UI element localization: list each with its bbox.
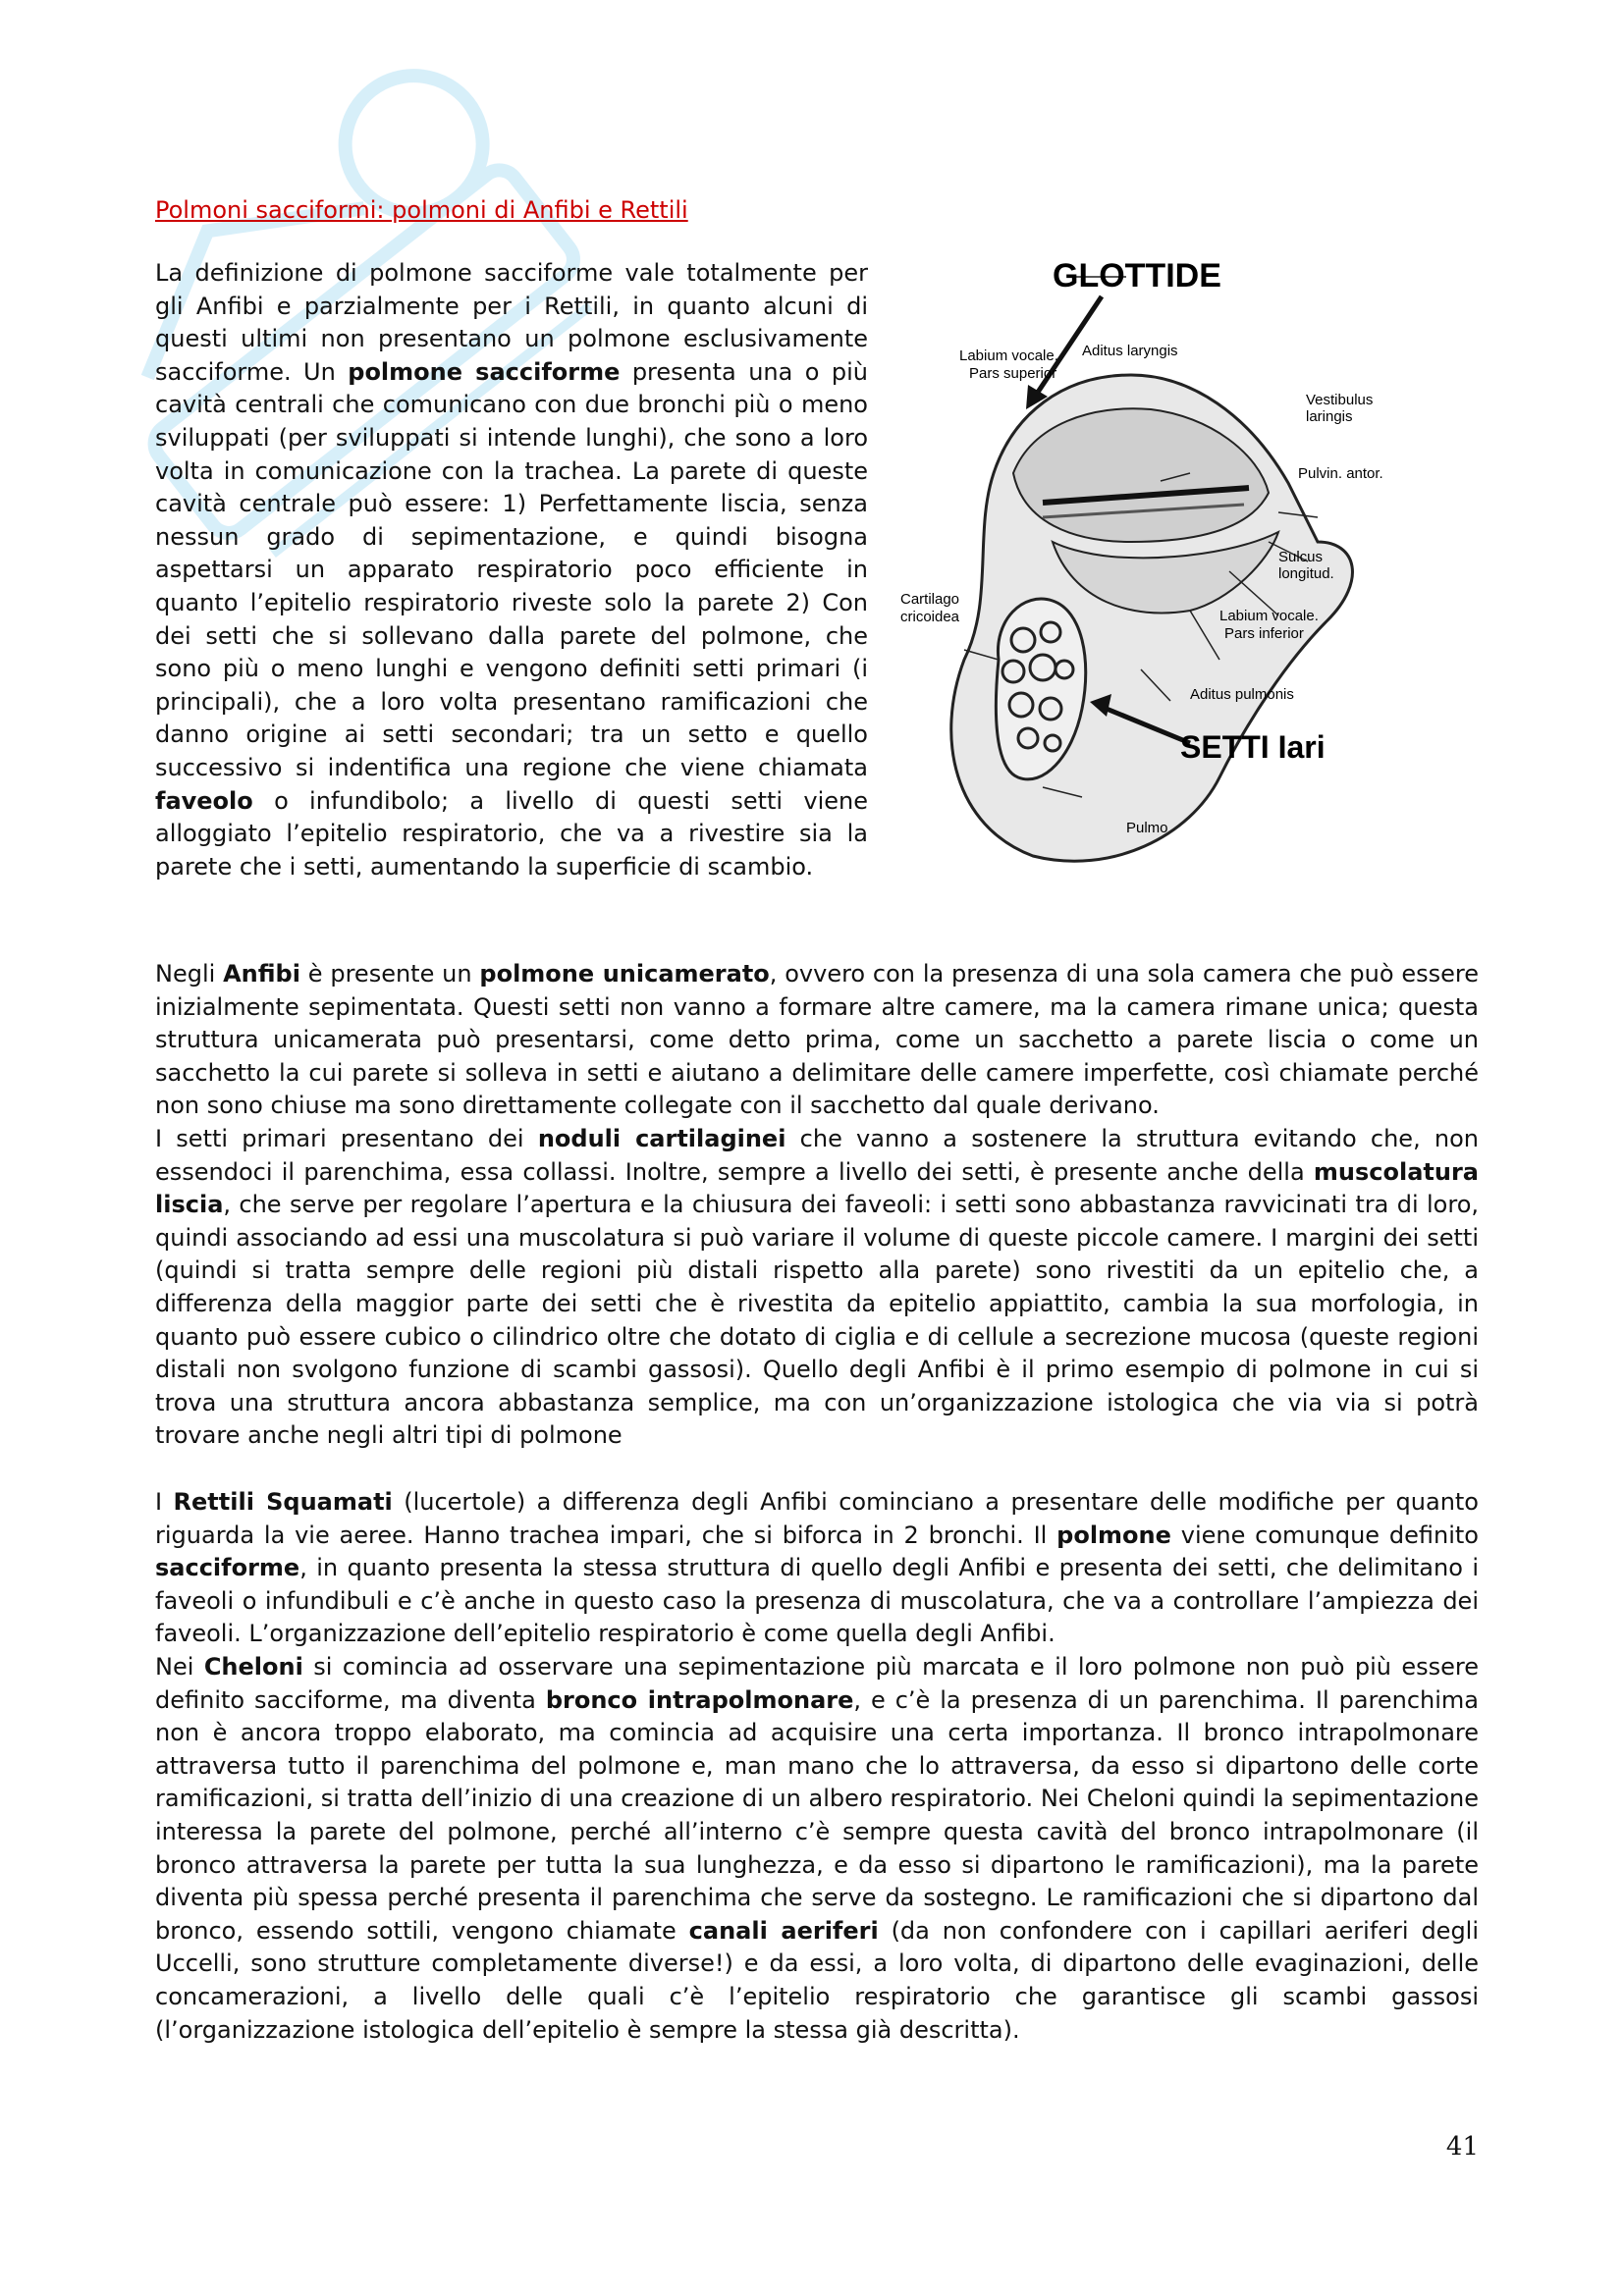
larynx-lung-figure bbox=[895, 247, 1386, 872]
label-labium-sup-1: Labium vocale. bbox=[959, 347, 1058, 364]
label-labium-sup-2: Pars superior bbox=[969, 365, 1057, 382]
term-sacciforme: sacciforme bbox=[155, 1554, 300, 1582]
label-sulcus-1: Sulcus bbox=[1278, 549, 1324, 565]
label-labium-inf-2: Pars inferior bbox=[1224, 625, 1304, 642]
term-noduli-cartilaginei: noduli cartilaginei bbox=[537, 1124, 786, 1152]
page-number: 41 bbox=[1445, 2132, 1479, 2162]
label-cartilago-1: Cartilago bbox=[900, 591, 960, 608]
label-cartilago-2: cricoidea bbox=[900, 609, 960, 625]
term-anfibi: Anfibi bbox=[223, 960, 300, 988]
label-aditus-laryngis: Aditus laryngis bbox=[1082, 343, 1178, 359]
label-vestibulus-1: Vestibulus bbox=[1306, 392, 1374, 408]
term-cheloni: Cheloni bbox=[203, 1653, 303, 1681]
label-aditus-pulmonis: Aditus pulmonis bbox=[1190, 686, 1294, 703]
term-polmone: polmone bbox=[1056, 1521, 1171, 1549]
label-pulmo: Pulmo bbox=[1126, 820, 1168, 836]
glottide-label: GLOTTIDE bbox=[1053, 257, 1221, 294]
term-bronco-intrapolmonare: bronco intrapolmonare bbox=[545, 1685, 854, 1714]
term-polmone-sacciforme: polmone sacciforme bbox=[348, 357, 621, 386]
term-canali-aeriferi: canali aeriferi bbox=[688, 1916, 879, 1945]
term-rettili-squamati: Rettili Squamati bbox=[173, 1488, 393, 1516]
section-title: Polmoni sacciformi: polmoni di Anfibi e Rettili bbox=[155, 196, 688, 224]
term-faveolo: faveolo bbox=[155, 786, 253, 815]
setti-label: SETTI Iari bbox=[1180, 729, 1326, 765]
label-labium-inf-1: Labium vocale. bbox=[1219, 608, 1319, 624]
term-muscolatura-liscia: muscolatura liscia bbox=[155, 1157, 1479, 1219]
term-polmone-unicamerato: polmone unicamerato bbox=[479, 960, 770, 988]
paragraph-rettili: I Rettili Squamati (lucertole) a differenza degli Anfibi cominciano a presentare delle modifiche per quanto riguarda la vie aeree. Hanno trachea impari, che si biforca in 2 bronchi. Il polmone viene comunque definito sacciforme, in quanto presenta la stessa struttura di quello degli Anfibi e presenta dei setti, che delimitano i faveoli o infundibuli e c’è anche in questo caso la presenza di muscolatura, che va a controllare l’ampiezza dei faveoli. L’organizzazione dell’epitelio respiratorio è come quella degli Anfibi. bbox=[155, 1488, 1479, 1648]
intro-paragraph: La definizione di polmone sacciforme vale totalmente per gli Anfibi e parzialmente per i Rettili, in quanto alcuni di questi ultimi non presentano un polmone esclusivamente sacciforme. Un polmone sacciforme presenta una o più cavità centrali che comunicano con due bronchi più o meno sviluppati (per sviluppati si intende lunghi), che sono a loro volta in comunicazione con la trachea. La parete di queste cavità centrale può essere: 1) Perfettamente liscia, senza nessun grado di sepimentazione, e quindi bisogna aspettarsi un apparato respiratorio poco efficiente in quanto l’epitelio respiratorio riveste solo la parete 2) Con dei setti che si sollevano dalla parete del polmone, che sono più o meno lunghi e vengono definiti setti primari (i principali), che a loro volta presentano ramificazioni che danno origine ai setti secondari; tra un setto e quello successivo si indentifica una regione che viene chiamata faveolo o infundibolo; a livello di questi setti viene alloggiato l’epitelio respiratorio, che va a rivestire sia la parete che i setti, aumentando la superficie di scambio. bbox=[155, 259, 868, 881]
label-pulvin: Pulvin. antor. bbox=[1298, 465, 1383, 482]
paragraph-anfibi: Negli Anfibi è presente un polmone unicamerato, ovvero con la presenza di una sola camera che può essere inizialmente sepimentata. Questi setti non vanno a formare altre camere, ma la camera rimane unica; questa struttura unicamerata può presentarsi, come detto prima, come un sacchetto a parete liscia o come un sacchetto la cui parete si solleva in setti e aiutano a delimitare delle camere imperfette, così chiamate perché non sono chiuse ma sono direttamente collegate con il sacchetto dal quale derivano. I setti primari presentano dei noduli cartilaginei che vanno a sostenere la struttura evitando che, non essendoci il parenchima, essa collassi. Inoltre, sempre a livello dei setti, è presente anche della muscolatura liscia, che serve per regolare l’apertura e la chiusura dei faveoli: i setti sono abbastanza ravvicinati tra di loro, quindi associando ad essi una muscolatura si può variare il volume di queste piccole camere. I margini dei setti (quindi si tratta sempre delle regioni più distali rispetto alla parete) sono rivestiti da un epitelio che, a differenza della maggior parte dei setti che è rivestita da epitelio appiattito, cambia la sua morfologia, in quanto può essere cubico o cilindrico oltre che dotato di ciglia e di cellule a secrezione mucosa (queste regioni distali non svolgono funzione di scambi gassosi). Quello degli Anfibi è il primo esempio di polmone in cui si trova una struttura ancora abbastanza semplice, ma con un’organizzazione istologica che via via si potrà trovare anche negli altri tipi di polmone bbox=[155, 960, 1480, 1450]
label-vestibulus-2: laringis bbox=[1306, 408, 1353, 425]
label-sulcus-2: longitud. bbox=[1278, 565, 1334, 582]
paragraph-cheloni: Nei Cheloni si comincia ad osservare una sepimentazione più marcata e il loro polmone non può più essere definito sacciforme, ma diventa bronco intrapolmonare, e c’è la presenza di un parenchima. Il parenchima non è ancora troppo elaborato, ma comincia ad acquisire una certa importanza. Il bronco intrapolmonare attraversa tutto il parenchima del polmone e, man mano che lo attraversa, da esso si dipartono delle corte ramificazioni, si tratta dell’inizio di una creazione di un albero respiratorio. Nei Cheloni quindi la sepimentazione interessa la parete del polmone, perché all’interno c’è sempre questa cavità del bronco intrapolmonare (il bronco attraversa la parete per tutta la sua lunghezza, e da esso si dipartono le ramificazioni), ma la parete diventa più spessa perché presenta il parenchima che serve da sostegno. Le ramificazioni che si dipartono dal bronco, essendo sottili, vengono chiamate canali aeriferi (da non confondere con i capillari aeriferi degli Uccelli, sono strutture completamente diverse!) e da essi, a loro volta, di dipartono delle evaginazioni, delle concamerazioni, a livello delle quali c’è l’epitelio respiratorio che garantisce gli scambi gassosi (l’organizzazione istologica dell’epitelio è sempre la stessa già descritta). bbox=[155, 1653, 1480, 2044]
